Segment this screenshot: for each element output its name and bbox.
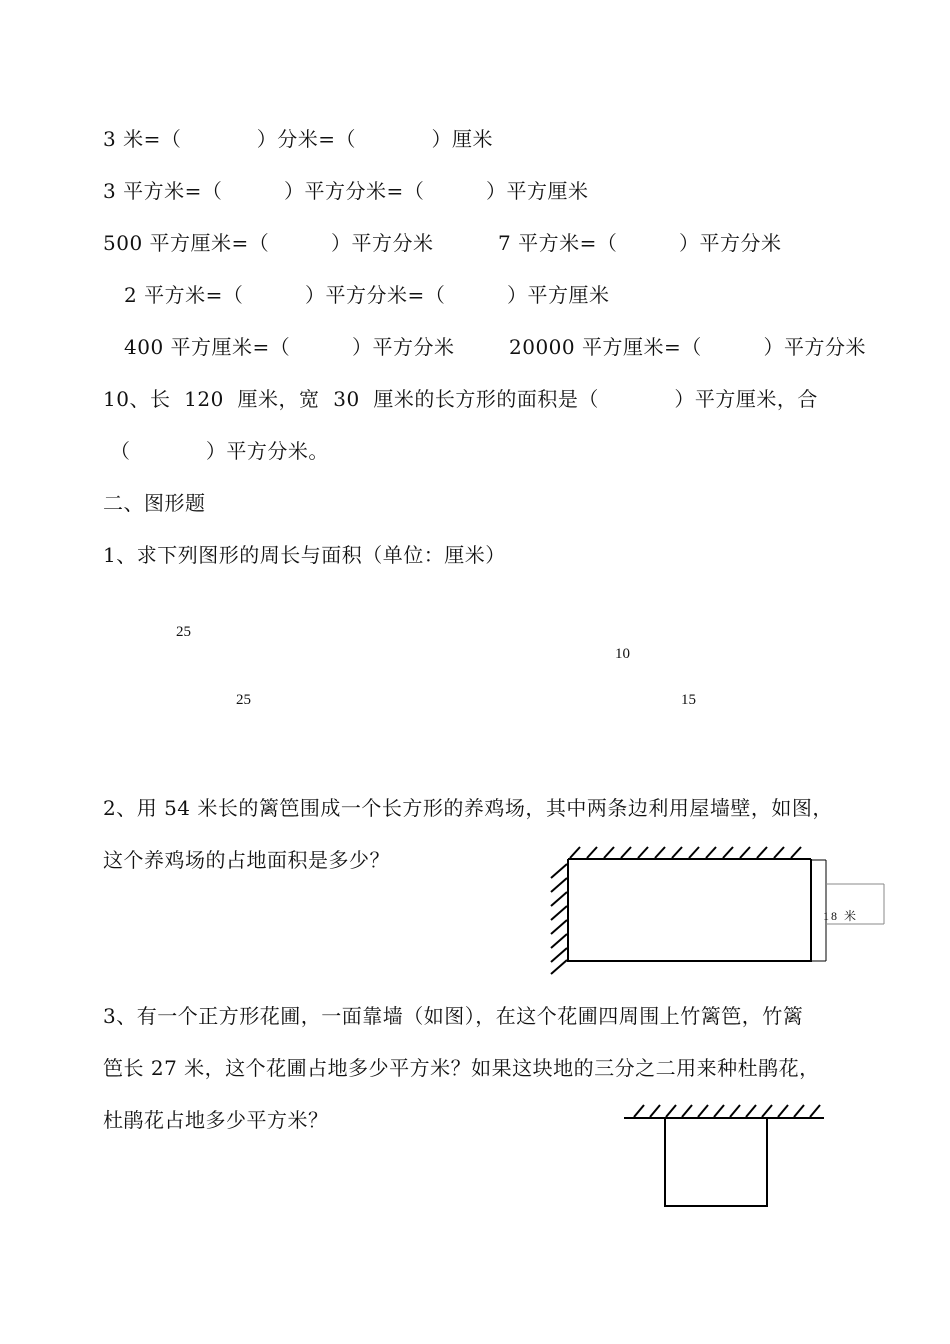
conversion-line-3a: 500 平方厘米=（ ）平方分米 [103, 231, 434, 255]
conversion-line-2: 3 平方米=（ ）平方分米=（ ）平方厘米 [103, 179, 589, 203]
question-3-line-1: 3、有一个正方形花圃，一面靠墙（如图），在这个花圃四周围上竹篱笆，竹篱 [103, 1004, 804, 1028]
conversion-line-5a: 400 平方厘米=（ ）平方分米 [124, 335, 455, 359]
question-10-line-1: 10、长 120 厘米，宽 30 厘米的长方形的面积是（ ）平方厘米，合 [103, 387, 818, 411]
conversion-line-4: 2 平方米=（ ）平方分米=（ ）平方厘米 [124, 283, 610, 307]
square-side-label: 25 [176, 624, 191, 640]
question-1: 1、求下列图形的周长与面积（单位：厘米） [103, 543, 506, 567]
conversion-line-5b: 20000 平方厘米=（ ）平方分米 [509, 335, 866, 359]
conversion-line-1: 3 米=（ ）分米=（ ）厘米 [103, 127, 493, 151]
section-heading: 二、图形题 [103, 491, 206, 515]
rectangle-side-label: 10 [615, 646, 630, 662]
question-2-line-2: 这个养鸡场的占地面积是多少？ [103, 848, 390, 872]
question-10-line-2: （ ）平方分米。 [110, 439, 329, 463]
question-2-line-1: 2、用 54 米长的篱笆围成一个长方形的养鸡场，其中两条边利用屋墙壁，如图， [103, 796, 833, 820]
conversion-line-3b: 7 平方米=（ ）平方分米 [498, 231, 782, 255]
rectangle-bottom-label: 15 [681, 692, 696, 708]
question-3-line-3: 杜鹃花占地多少平方米？ [103, 1108, 329, 1132]
chicken-yard-width-label: 18 米 [823, 909, 859, 923]
question-3-line-2: 笆长 27 米，这个花圃占地多少平方米？如果这块地的三分之二用来种杜鹃花， [103, 1056, 820, 1080]
square-bottom-label: 25 [236, 692, 251, 708]
